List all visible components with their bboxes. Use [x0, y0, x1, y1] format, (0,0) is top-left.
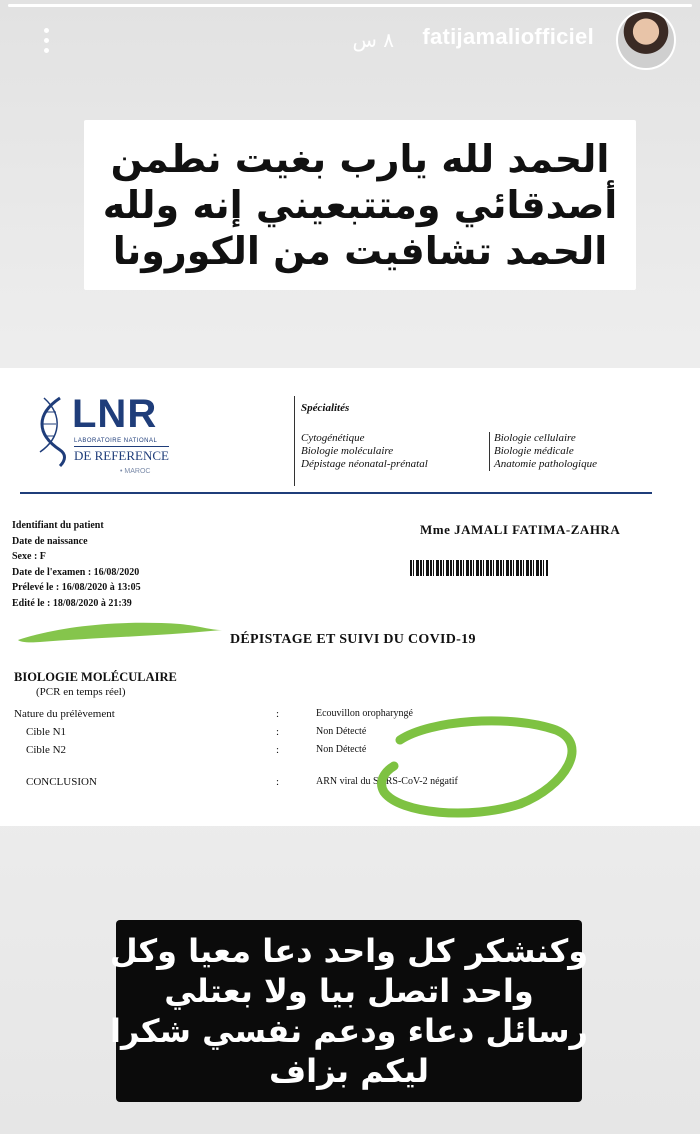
- document-divider: [20, 492, 652, 494]
- story-progress-fill: [8, 4, 692, 7]
- result-value: ARN viral du SARS-CoV-2 négatif: [316, 776, 458, 787]
- lnr-logo-line1: LABORATOIRE NATIONAL: [74, 438, 158, 444]
- story-time-ago: ٨ س: [352, 28, 394, 52]
- lnr-logo-name: LNR: [72, 392, 158, 436]
- specialties-title: Spécialités: [301, 402, 350, 414]
- result-value: Non Détecté: [316, 726, 367, 737]
- caption-bottom-line: وكنشكر كل واحد دعا معيا وكل: [109, 932, 589, 970]
- result-label: Nature du prélèvement: [14, 708, 115, 720]
- patient-dob-label: Date de naissance: [12, 535, 88, 547]
- specialty-item: Cytogénétique: [301, 432, 365, 444]
- profile-avatar[interactable]: [616, 10, 676, 70]
- specialties-box: [294, 396, 654, 486]
- specialty-item: Anatomie pathologique: [494, 458, 597, 470]
- patient-barcode: [410, 560, 548, 576]
- caption-top-text-box: [84, 120, 636, 290]
- lab-report-document: [0, 368, 700, 826]
- three-dots-vertical-icon[interactable]: [36, 22, 56, 58]
- caption-bottom-line: ليكم بزاف: [269, 1052, 429, 1090]
- caption-top-line: الحمد لله يارب بغيت نطمن: [110, 137, 610, 181]
- exam-date: Date de l'examen : 16/08/2020: [12, 566, 140, 578]
- caption-top-line: أصدقائي ومتتبعيني إنه ولله: [102, 183, 618, 227]
- story-username[interactable]: fatijamaliofficiel: [422, 24, 594, 49]
- result-colon: :: [276, 776, 280, 788]
- patient-id-label: Identifiant du patient: [12, 520, 104, 531]
- sample-date: Prélevé le : 16/08/2020 à 13:05: [12, 582, 141, 593]
- result-label: Cible N1: [26, 726, 67, 738]
- caption-top-line: الحمد تشافيت من الكورونا: [112, 229, 608, 273]
- result-colon: :: [276, 744, 280, 756]
- specialty-item: Biologie cellulaire: [494, 432, 576, 444]
- specialty-item: Dépistage néonatal-prénatal: [301, 458, 428, 470]
- edited-date: Edité le : 18/08/2020 à 21:39: [12, 597, 132, 609]
- result-label: Cible N2: [26, 744, 67, 756]
- result-label: CONCLUSION: [26, 776, 97, 788]
- circle-mark: [382, 721, 572, 813]
- patient-info-block: [12, 518, 141, 611]
- lnr-logo-line2: DE REFERENCE: [74, 448, 169, 463]
- section-subtitle: (PCR en temps réel): [36, 686, 126, 698]
- caption-bottom-line: واحد اتصل بيا ولا بعتلي: [164, 972, 534, 1010]
- patient-name: Mme JAMALI FATIMA-ZAHRA: [420, 522, 621, 537]
- underline-mark: [18, 623, 222, 643]
- lnr-logo: [30, 390, 190, 475]
- story-progress-bar: [8, 4, 692, 7]
- result-colon: :: [276, 726, 280, 738]
- caption-bottom-line: رسائل دعاء ودعم نفسي شكرا: [110, 1012, 588, 1050]
- section-title: BIOLOGIE MOLÉCULAIRE: [14, 670, 177, 684]
- specialty-item: Biologie médicale: [494, 445, 574, 457]
- dna-helix-icon: [30, 394, 70, 470]
- result-value: Non Détecté: [316, 744, 367, 755]
- lnr-logo-line3: • MAROC: [120, 468, 151, 475]
- report-title: DÉPISTAGE ET SUIVI DU COVID-19: [230, 632, 476, 647]
- result-value: Ecouvillon oropharyngé: [316, 708, 413, 719]
- specialties-column-2: [489, 432, 597, 471]
- caption-bottom-text-box: [109, 920, 589, 1102]
- specialty-item: Biologie moléculaire: [301, 445, 394, 457]
- result-colon: :: [276, 708, 280, 720]
- specialties-column-1: [301, 432, 428, 471]
- patient-sex: Sexe : F: [12, 551, 46, 562]
